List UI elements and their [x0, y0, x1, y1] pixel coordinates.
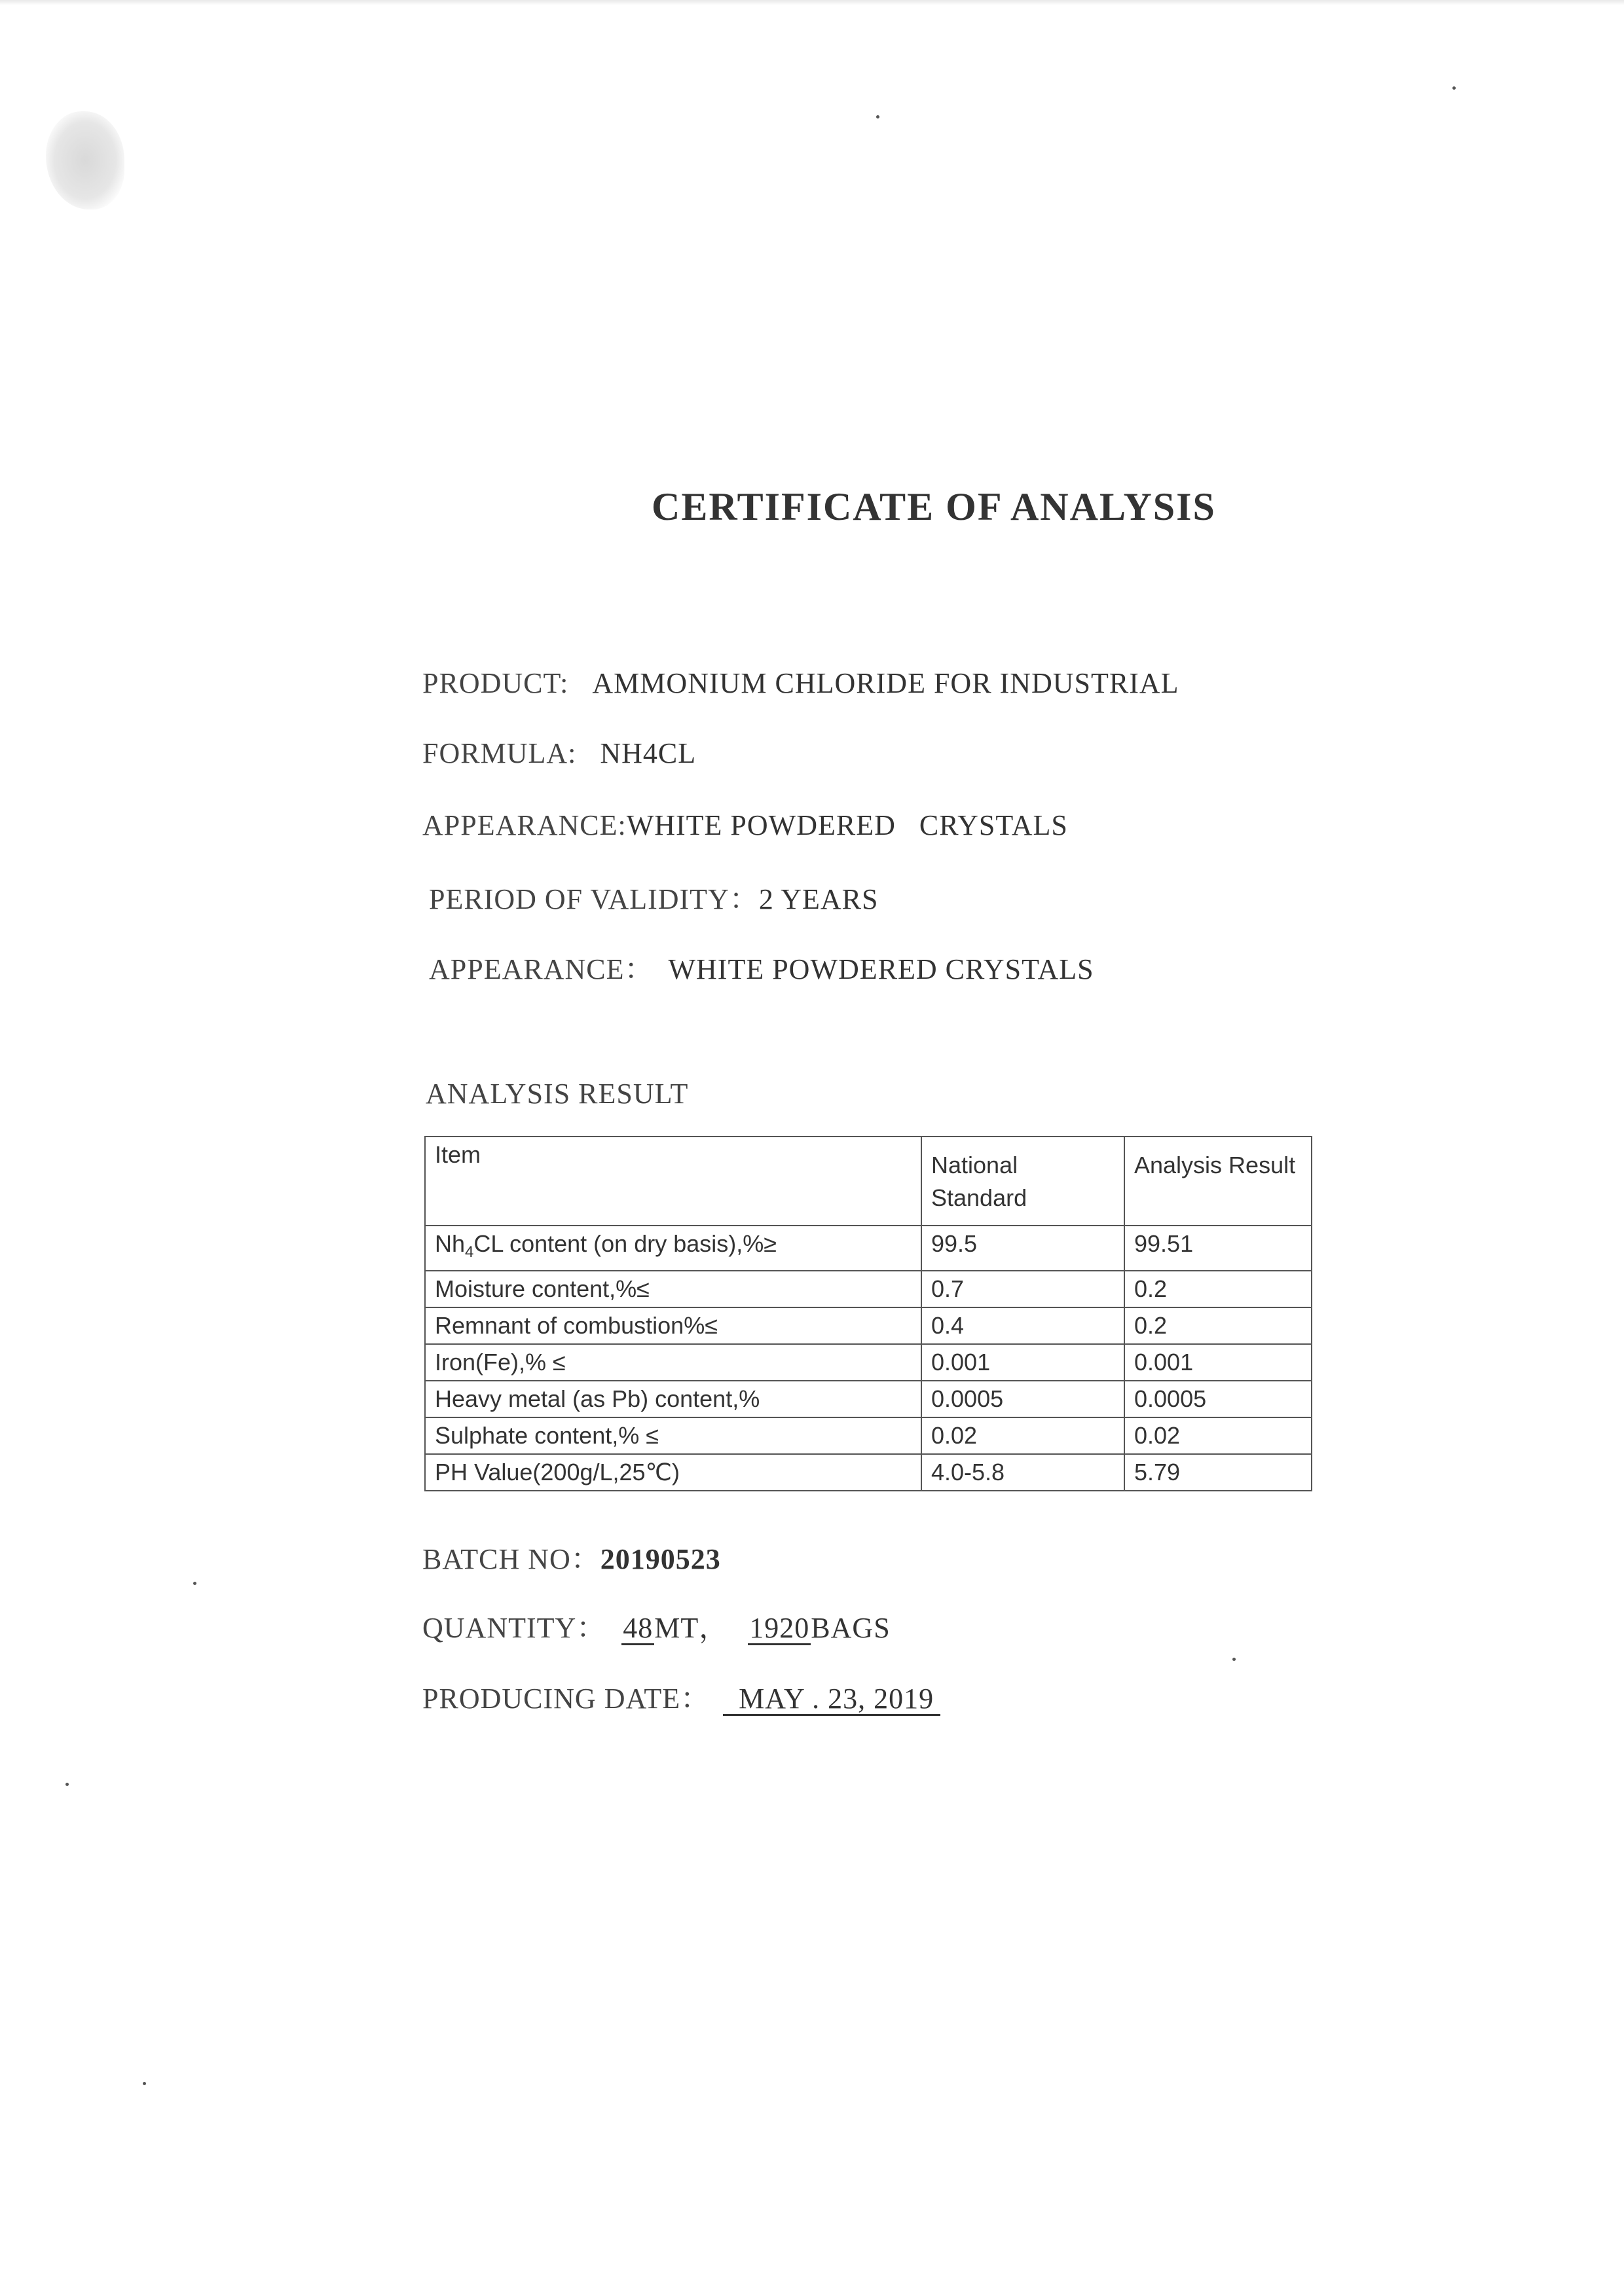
quantity-amount: 48	[621, 1613, 654, 1645]
row-result: 0.001	[1124, 1344, 1312, 1381]
header-analysis-result	[1124, 1137, 1312, 1226]
header-analysis-result-text: Analysis Result	[1134, 1152, 1296, 1178]
quantity-bags-unit: BAGS	[811, 1612, 891, 1644]
scan-smudge	[46, 111, 124, 210]
row-result: 99.51	[1124, 1226, 1312, 1271]
row-item	[425, 1226, 921, 1271]
producing-date-line	[422, 1675, 940, 1717]
row-item: Sulphate content,% ≤	[425, 1417, 921, 1454]
table-row	[425, 1344, 1312, 1381]
table-row	[425, 1307, 1312, 1344]
table-row	[425, 1417, 1312, 1454]
scan-edge-shadow	[0, 0, 1624, 5]
row-item-text: CL content (on dry basis),%≥	[473, 1230, 777, 1257]
scan-speck	[1232, 1658, 1236, 1661]
row-result: 0.0005	[1124, 1381, 1312, 1417]
scan-speck	[876, 115, 879, 118]
row-standard: 0.0005	[921, 1381, 1124, 1417]
product-value: AMMONIUM CHLORIDE FOR INDUSTRIAL	[592, 667, 1179, 699]
analysis-table	[424, 1136, 1312, 1491]
row-item: PH Value(200g/L,25℃)	[425, 1454, 921, 1491]
appearance-label-1: APPEARANCE:	[422, 809, 627, 841]
producing-date-month: MAY	[739, 1683, 805, 1715]
row-item: Iron(Fe),% ≤	[425, 1344, 921, 1381]
row-item: Moisture content,%≤	[425, 1271, 921, 1307]
product-line	[422, 666, 1179, 700]
header-national-standard	[921, 1137, 1124, 1226]
validity-label: PERIOD OF VALIDITY：	[429, 883, 759, 915]
quantity-line	[422, 1604, 891, 1646]
row-result: 0.2	[1124, 1307, 1312, 1344]
formula-label: FORMULA:	[422, 737, 577, 769]
producing-date-value	[723, 1684, 940, 1716]
scan-speck	[143, 2082, 146, 2085]
row-standard: 0.4	[921, 1307, 1124, 1344]
appearance-line-1	[422, 809, 1068, 842]
batch-line	[422, 1535, 721, 1577]
producing-date-day-year: 23, 2019	[828, 1683, 934, 1715]
row-result: 0.2	[1124, 1271, 1312, 1307]
quantity-bags-count: 1920	[748, 1613, 811, 1645]
table-row	[425, 1454, 1312, 1491]
validity-line	[429, 875, 878, 917]
producing-date-label: PRODUCING DATE：	[422, 1683, 710, 1715]
analysis-result-label: ANALYSIS RESULT	[426, 1078, 689, 1110]
scan-speck	[1452, 86, 1456, 90]
row-standard: 4.0-5.8	[921, 1454, 1124, 1491]
appearance-line-2	[429, 945, 1094, 987]
appearance-value-1: WHITE POWDERED CRYSTALS	[626, 809, 1068, 841]
validity-value: 2 YEARS	[758, 883, 879, 915]
table-header-row	[425, 1137, 1312, 1226]
row-standard: 0.001	[921, 1344, 1124, 1381]
scan-speck	[193, 1582, 196, 1585]
appearance-value-2: WHITE POWDERED CRYSTALS	[668, 953, 1094, 985]
header-national-standard-text: National Standard	[931, 1152, 1027, 1211]
appearance-label-2: APPEARANCE：	[429, 953, 654, 985]
table-row	[425, 1271, 1312, 1307]
row-item-text: Nh	[435, 1230, 466, 1257]
row-item: Heavy metal (as Pb) content,%	[425, 1381, 921, 1417]
document-title: CERTIFICATE OF ANALYSIS	[652, 485, 1216, 528]
table-row	[425, 1226, 1312, 1271]
table-row	[425, 1381, 1312, 1417]
formula-value: NH4CL	[600, 737, 697, 769]
row-result: 5.79	[1124, 1454, 1312, 1491]
formula-line	[422, 737, 696, 770]
row-item-subscript: 4	[465, 1243, 474, 1262]
batch-label: BATCH NO：	[422, 1543, 600, 1575]
quantity-label: QUANTITY：	[422, 1612, 606, 1644]
row-standard: 0.02	[921, 1417, 1124, 1454]
scan-speck	[65, 1783, 69, 1786]
product-label: PRODUCT:	[422, 667, 569, 699]
header-item: Item	[425, 1137, 921, 1226]
row-result: 0.02	[1124, 1417, 1312, 1454]
row-item: Remnant of combustion%≤	[425, 1307, 921, 1344]
producing-date-separator: .	[812, 1683, 821, 1715]
quantity-amount-unit: MT，	[654, 1612, 729, 1644]
row-standard: 99.5	[921, 1226, 1124, 1271]
row-standard: 0.7	[921, 1271, 1124, 1307]
batch-value: 20190523	[600, 1543, 721, 1575]
